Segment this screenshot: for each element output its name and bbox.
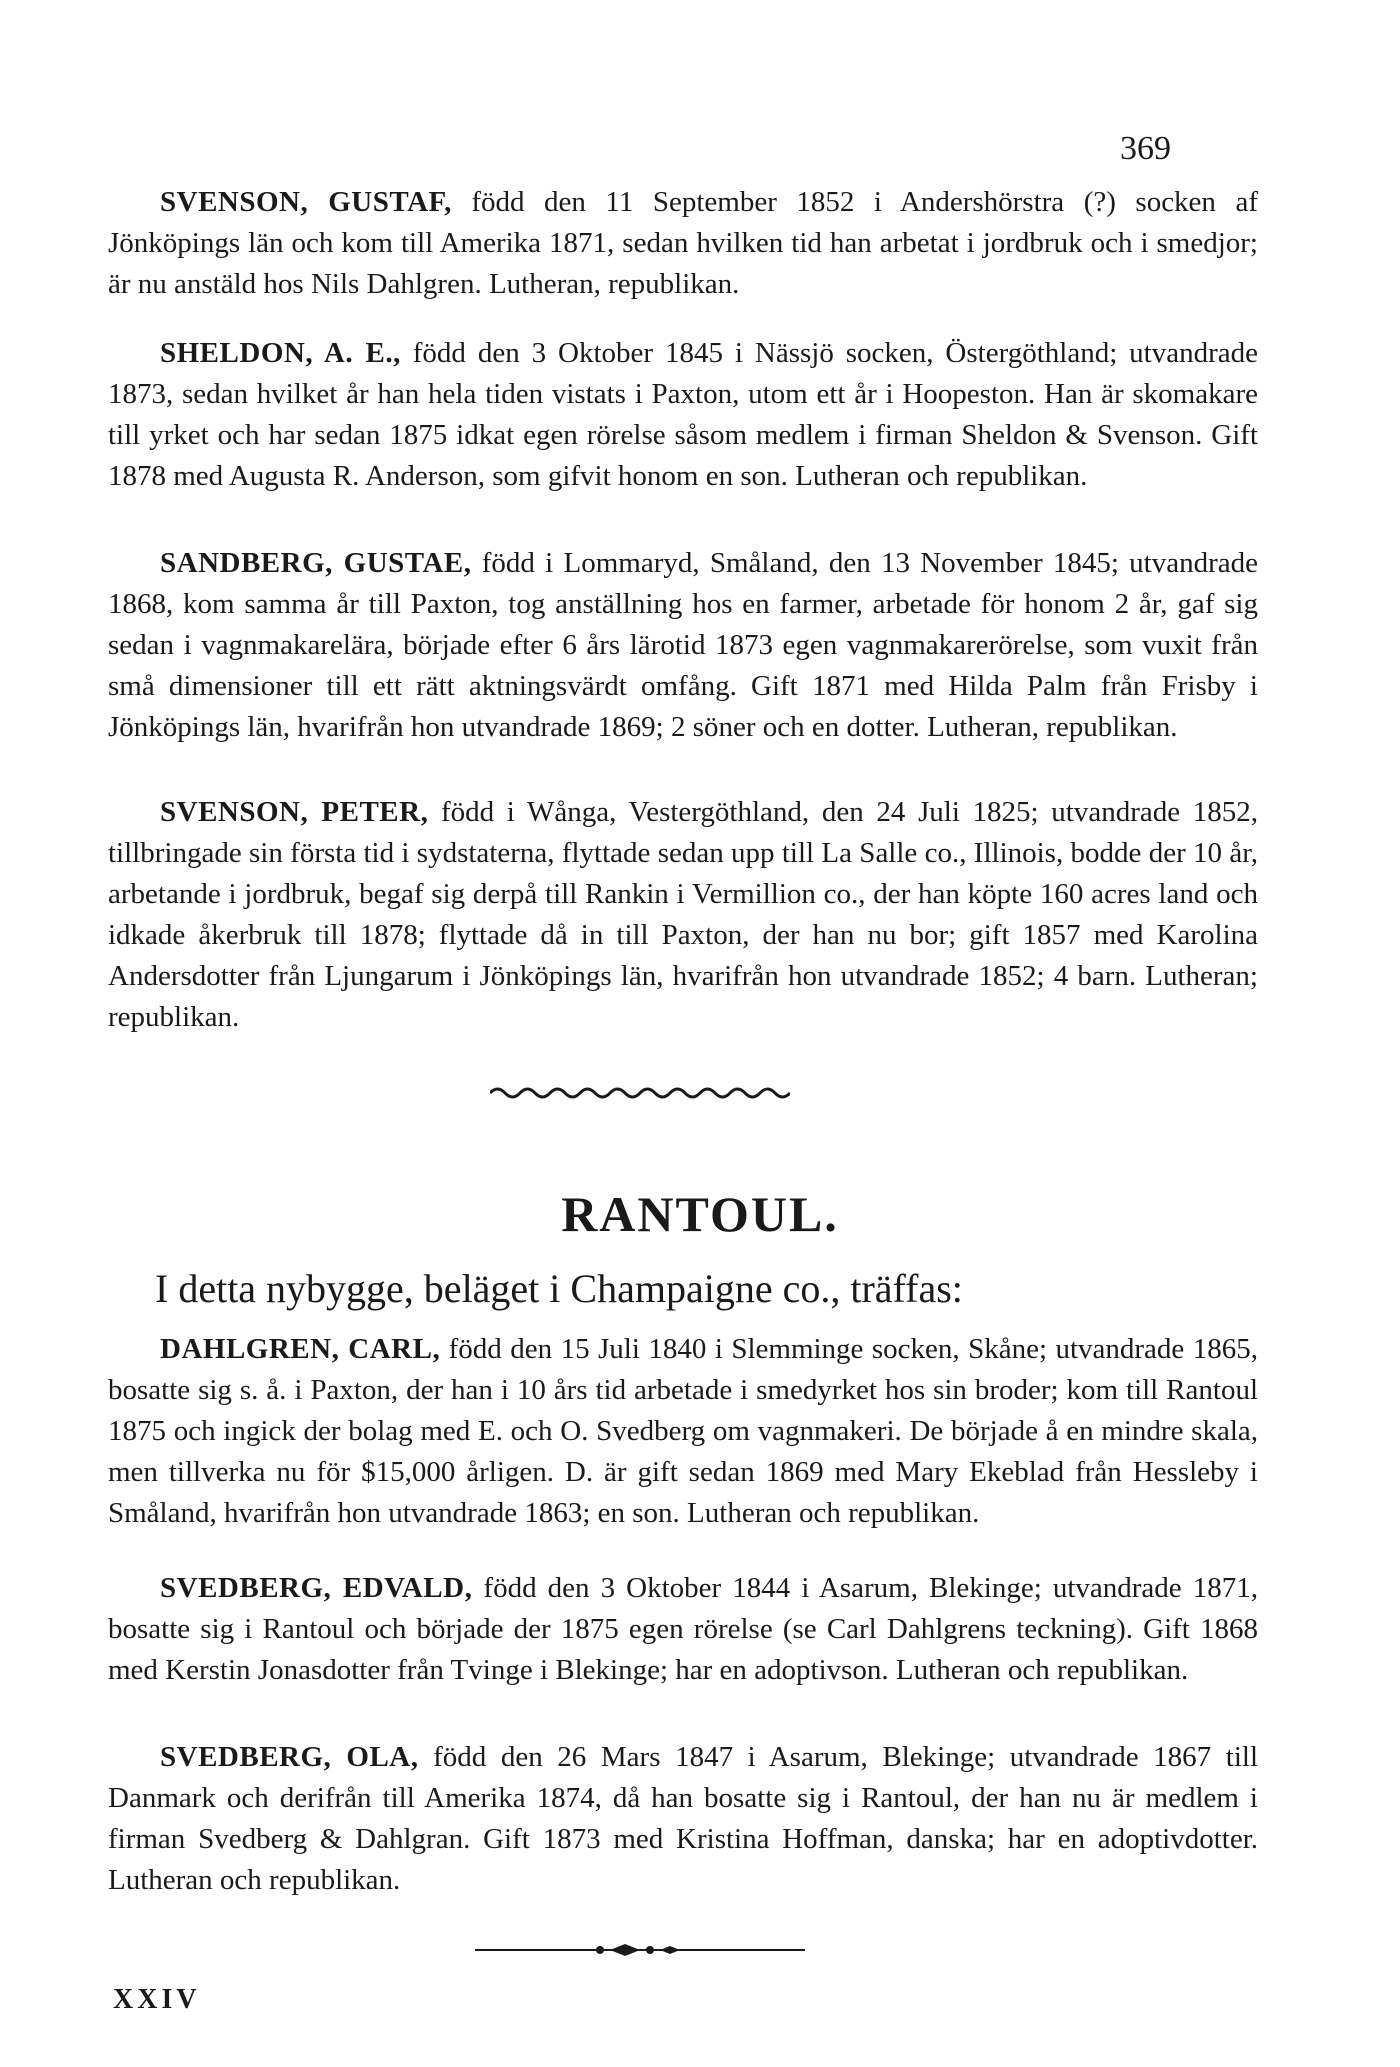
biography-entry (108, 182, 1258, 305)
biography-entry (108, 543, 1258, 748)
section-heading: RANTOUL. (561, 1186, 839, 1242)
entry-name: SVEDBERG, EDVALD, (160, 1572, 473, 1604)
entry-name: SVENSON, PETER, (160, 796, 429, 828)
wavy-rule-divider (490, 1083, 790, 1103)
entry-text: född den 11 September 1852 i Andershörstra (?) socken af Jönköpings län och kom till Amerika 1871, sedan hvilken tid han arbetat i jordbruk och i smedjor; är nu anstäld hos Nils Dahlgren. Lutheran, republikan. (108, 186, 1258, 300)
entry-name: DAHLGREN, CARL, (160, 1333, 441, 1365)
biography-entry (108, 333, 1258, 497)
biography-entry (108, 1568, 1258, 1691)
page-number: 369 (1120, 130, 1171, 167)
section-intro: I detta nybygge, beläget i Champaigne co., träffas: (155, 1266, 963, 1311)
biography-entry (108, 1329, 1258, 1534)
entry-text: född i Lommaryd, Småland, den 13 November 1845; utvandrade 1868, kom samma år till Paxton, tog anställning hos en farmer, arbetade för honom 2 år, gaf sig sedan i vagnmakarelära, började efter 6 års lärotid 1873 egen vagnmakarerörelse, som vuxit från små dimensioner till ett rätt aktningsvärdt omfång. Gift 1871 med Hilda Palm från Frisby i Jönköpings län, hvarifrån hon utvandrade 1869; 2 söner och en dotter. Lutheran, republikan. (108, 547, 1259, 743)
entry-name: SANDBERG, GUSTAE, (160, 547, 472, 579)
biography-entry (108, 1737, 1258, 1901)
entry-name: SHELDON, A. E., (160, 337, 401, 369)
entry-name: SVEDBERG, OLA, (160, 1741, 419, 1773)
biography-entry (108, 792, 1258, 1038)
entry-text: född den 26 Mars 1847 i Asarum, Blekinge; utvandrade 1867 till Danmark och derifrån till Amerika 1874, då han bosatte sig i Rantoul, der han nu är medlem i firman Svedberg & Dahlgran. Gift 1873 med Kristina Hoffman, danska; har en adoptivdotter. Lutheran och republikan. (108, 1741, 1258, 1896)
entry-text: född den 3 Oktober 1844 i Asarum, Blekinge; utvandrade 1871, bosatte sig i Rantoul och började der 1875 egen rörelse (se Carl Dahlgrens teckning). Gift 1868 med Kerstin Jonasdotter från Tvinge i Blekinge; har en adoptivson. Lutheran och republikan. (108, 1572, 1258, 1686)
entry-text: född i Wånga, Vestergöthland, den 24 Juli 1825; utvandrade 1852, tillbringade sin första tid i sydstaterna, flyttade sedan upp till La Salle co., Illinois, bodde der 10 år, arbetande i jordbruk, begaf sig derpå till Rankin i Vermillion co., der han köpte 160 acres land och idkade åkerbruk till 1878; flyttade då in till Paxton, der han nu bor; gift 1857 med Karolina Andersdotter från Ljungarum i Jönköpings län, hvarifrån hon utvandrade 1852; 4 barn. Lutheran; republikan. (108, 796, 1258, 1033)
signature-mark: XXIV (113, 1984, 201, 2015)
entry-text: född den 3 Oktober 1845 i Nässjö socken, Östergöthland; utvandrade 1873, sedan hvilket år han hela tiden vistats i Paxton, utom ett år i Hoopeston. Han är skomakare till yrket och har sedan 1875 idkat egen rörelse såsom medlem i firman Sheldon & Svenson. Gift 1878 med Augusta R. Anderson, som gifvit honom en son. Lutheran och republikan. (108, 337, 1259, 492)
entry-name: SVENSON, GUSTAF, (160, 186, 452, 218)
ornament-divider (475, 1940, 805, 1960)
entry-text: född den 15 Juli 1840 i Slemminge socken, Skåne; utvandrade 1865, bosatte sig s. å. i Paxton, der han i 10 års tid arbetade i smedyrket hos sin broder; kom till Rantoul 1875 och ingick der bolag med E. och O. Svedberg om vagnmakeri. De började å en mindre skala, men tillverka nu för $15,000 årligen. D. är gift sedan 1869 med Mary Ekeblad från Hessleby i Småland, hvarifrån hon utvandrade 1863; en son. Lutheran och republikan. (108, 1333, 1259, 1529)
